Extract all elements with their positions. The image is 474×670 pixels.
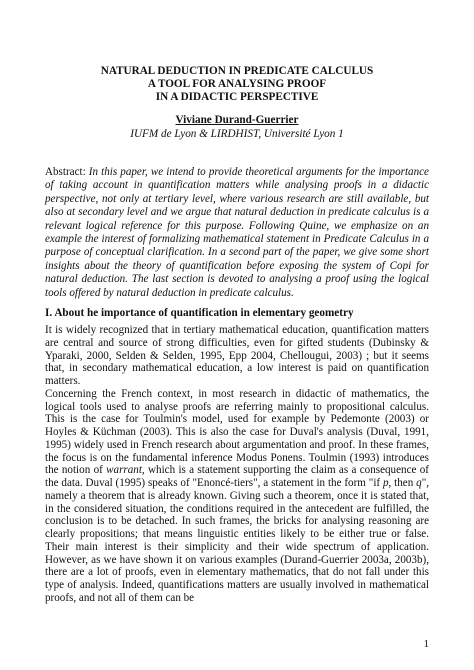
paragraph-2-part-2: , which is a statement supporting the claim as a consequence of the data. Duval (1995) speaks of "Enoncé-tiers", a statement in the form "if	[45, 464, 429, 489]
paragraph-2-part-3: , then	[388, 477, 417, 489]
abstract-text: In this paper, we intend to provide theoretical arguments for the importance of taking account in quantification matters while analysing proofs in a didactic perspective, not only at tertiary level, where various research are still available, but also at secondary level and we argue that natural deduction in predicate calculus is a relevant logical reference for this purpose. Following Quine, we emphasize on an example the interest of formalizing mathematical statement in Predicate Calculus in a purpose of conceptual clarification. In a second part of the paper, we give some short insights about the theory of quantification before exposing the system of Copi for natural deduction. The last section is devoted to analysing a proof using the logical tools offered by natural deduction in predicate calculus.	[45, 166, 429, 299]
title-line-2: A TOOL FOR ANALYSING PROOF	[147, 78, 327, 91]
title-line-3: IN A DIDACTIC PERSPECTIVE	[155, 91, 319, 104]
abstract	[45, 166, 429, 300]
warrant-term: warrant	[106, 464, 142, 477]
variable-p: p	[382, 477, 389, 489]
section-body	[45, 324, 429, 605]
paper-title	[40, 65, 434, 105]
paragraph-2	[45, 388, 429, 605]
page-number: 1	[423, 638, 429, 650]
paragraph-2-part-4: ", namely a theorem that is already known. Giving such a theorem, once it is stated that, in the considered situation, the conditions required in the antecedent are fulfilled, the conclusion is to be detached. In such frames, the bricks for analysing reasoning are clearly propositions; that means linguistic entities likely to be either true or false. Their main interest is their simplicity and their wide spectrum of application. However, as we have shown it on various examples (Durand-Guerrier 2003a, 2003b), there are a lot of proofs, even in elementary mathematics, that do not fall under this type of analysis. Indeed, quantifications matters are usually involved in mathematical proofs, and not all of them can be	[45, 477, 430, 604]
paragraph-2-part-1: Concerning the French context, in most research in didactic of mathematics, the logical tools used to analyse proofs are referring mainly to propositional calculus. This is the case for Toulmin's model, used for example by Pedemonte (2003) or Hoyles & Küchman (2003). This is also the case for Duval's analysis (Duval, 1991, 1995) widely used in French research about argumentation and proof. In these frames, the focus is on the fundamental inference Modus Ponens. Toulmin (1993) introduces the notion of	[45, 387, 429, 477]
title-line-1: NATURAL DEDUCTION IN PREDICATE CALCULUS	[100, 65, 374, 77]
paragraph-1: It is widely recognized that in tertiary mathematical education, quantification matters are central and source of strong difficulties, even for gifted students (Dubinsky & Yparaki, 2000, Selden & Selden, 1995, Epp 2004, Chellougui, 2003) ; but it seems that, in secondary mathematical education, a low interest is paid on quantification matters.	[45, 324, 429, 387]
author-affiliation: IUFM de Lyon & LIRDHIST, Université Lyon 1	[130, 128, 344, 140]
variable-q: q	[416, 477, 422, 489]
abstract-label: Abstract:	[45, 166, 89, 178]
section-heading: I. About he importance of quantification in elementary geometry	[45, 307, 354, 319]
author-name: Viviane Durand-Guerrier	[175, 114, 299, 126]
